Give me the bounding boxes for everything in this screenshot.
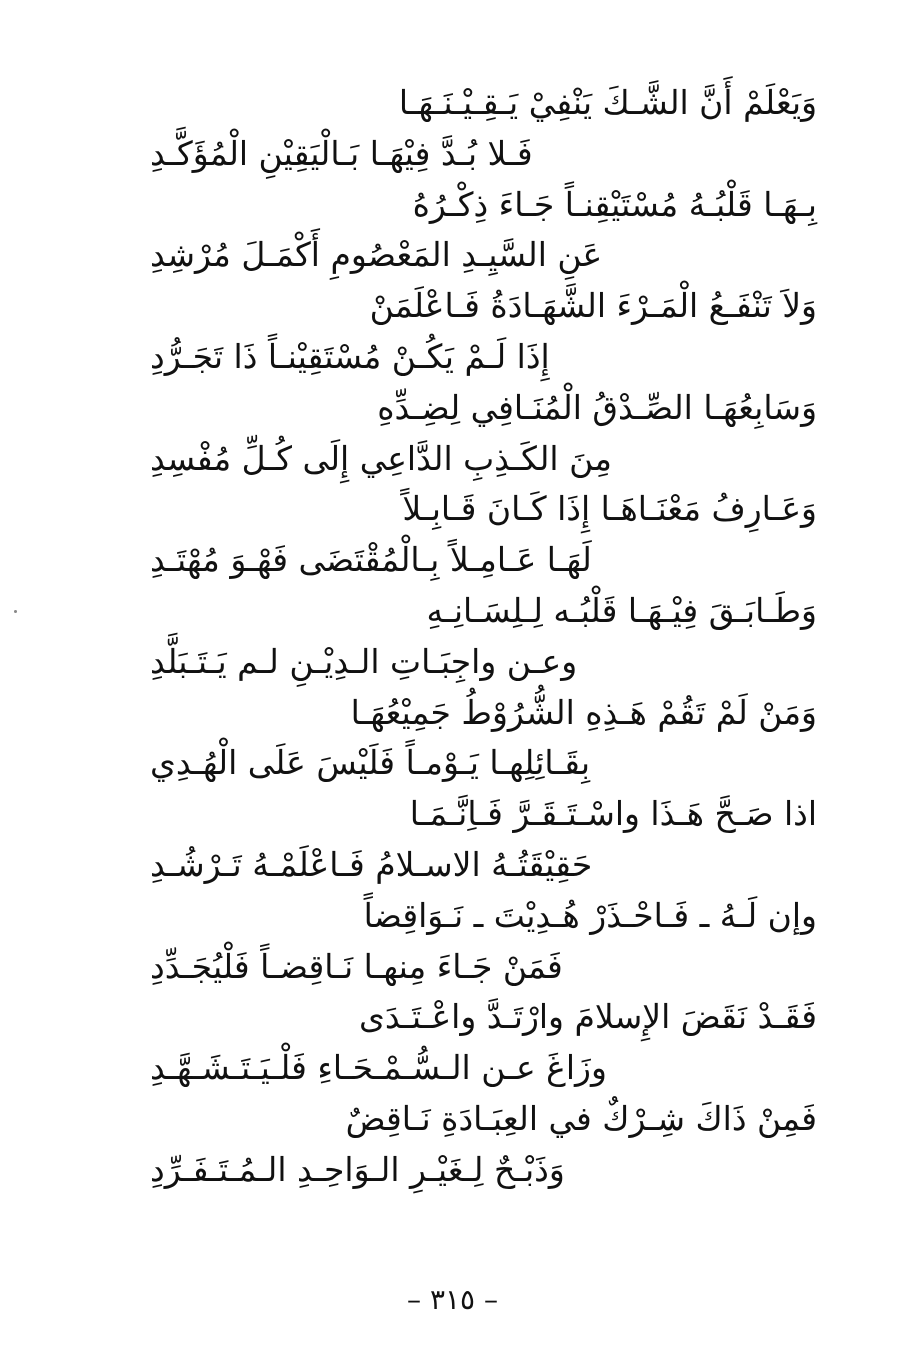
verse-first-hemistich xyxy=(0,891,905,942)
page-number: – ٣١٥ – xyxy=(407,1283,498,1316)
hemistich-text: وَطَـابَـقَ فِيْـهَـا قَلْبُـه لِـلِسَـانِـهِ xyxy=(426,590,817,630)
verse-first-hemistich xyxy=(0,992,905,1043)
hemistich-text: فَمَنْ جَـاءَ مِنهـا نَـاقِضـاً فَلْيُجَـدِّدِ xyxy=(150,946,563,986)
hemistich-text: فَمِنْ ذَاكَ شِـرْكٌ في العِبَـادَةِ نَـاقِضٌ xyxy=(345,1098,817,1138)
hemistich-text: وإن لَـهُ ـ فَـاحْـذَرْ هُـدِيْتَ ـ نَـوَاقِضاً xyxy=(363,895,817,935)
verse-second-hemistich xyxy=(0,840,905,891)
verse-second-hemistich xyxy=(0,942,905,993)
verse-second-hemistich xyxy=(0,1145,905,1196)
verse-second-hemistich xyxy=(0,738,905,789)
verse-second-hemistich xyxy=(0,332,905,383)
hemistich-text: وَعَـارِفُ مَعْنَـاهَـا إِذَا كَـانَ قَـابِـلاً xyxy=(402,489,817,529)
hemistich-text: اذا صَـحَّ هَـذَا واسْـتَـقَـرَّ فَـاِنَّـمَـا xyxy=(409,794,817,834)
verse-first-hemistich xyxy=(0,586,905,637)
hemistich-text: وَمَنْ لَمْ تَقُمْ هَـذِهِ الشُّرُوْطُ جَمِيْعُهَـا xyxy=(350,692,817,732)
verse-first-hemistich xyxy=(0,78,905,129)
verse-second-hemistich xyxy=(0,230,905,281)
scan-speck xyxy=(14,610,17,613)
hemistich-text: حَقِيْقَتُـهُ الاسـلامُ فَـاعْلَمْـهُ تَـرْشُـدِ xyxy=(150,844,593,884)
hemistich-text: بِقَـائِلِهـا يَـوْمـاً فَلَيْسَ عَلَى الْهُـدِي xyxy=(150,743,591,783)
hemistich-text: بِـهَـا قَلْبُـهُ مُسْتَيْقِنـاً جَـاءَ ذِكْـرُهُ xyxy=(412,184,817,224)
hemistich-text: عَنِ السَّيِـدِ المَعْصُومِ أَكْمَـلَ مُرْشِدِ xyxy=(150,235,603,275)
hemistich-text: وَلاَ تَنْفَـعُ الْمَـرْءَ الشَّهَـادَةُ فَـاعْلَمَنْ xyxy=(369,286,817,326)
verse-second-hemistich xyxy=(0,129,905,180)
hemistich-text: فَـلا بُـدَّ فِيْهَـا بَـالْيَقِيْنِ الْمُؤَكَّـدِ xyxy=(150,133,533,173)
hemistich-text: وَيَعْلَمْ أَنَّ الشَّـكَ يَنْفِيْ يَـقِـيْـنَـهَـا xyxy=(398,83,817,122)
verse-first-hemistich xyxy=(0,180,905,231)
verse-first-hemistich xyxy=(0,1094,905,1145)
poem-verses xyxy=(0,78,905,1196)
hemistich-text: إِذَا لَـمْ يَكُـنْ مُسْتَقِيْنـاً ذَا تَجَـرُّدِ xyxy=(150,336,550,376)
hemistich-text: مِنَ الكَـذِبِ الدَّاعِي إِلَى كُـلِّ مُفْسِدِ xyxy=(150,438,612,478)
verse-first-hemistich xyxy=(0,281,905,332)
hemistich-text: لَهَـا عَـامِـلاً بِـالْمُقْتَضَى فَهْـوَ مُهْتَـدِ xyxy=(150,540,592,580)
hemistich-text: فَقَـدْ نَقَضَ الإِسلامَ وارْتَـدَّ واعْـتَـدَى xyxy=(359,997,817,1037)
hemistich-text: وَذَبْـحٌ لِـغَيْـرِ الـوَاحِـدِ الـمُـتَـفَـرِّدِ xyxy=(150,1149,565,1189)
verse-second-hemistich xyxy=(0,1043,905,1094)
hemistich-text: وَسَابِعُهَـا الصِّـدْقُ الْمُنَـافِي لِضِـدِّهِ xyxy=(377,387,817,427)
verse-second-hemistich xyxy=(0,535,905,586)
verse-first-hemistich xyxy=(0,789,905,840)
verse-first-hemistich xyxy=(0,484,905,535)
verse-second-hemistich xyxy=(0,637,905,688)
verse-first-hemistich xyxy=(0,383,905,434)
verse-first-hemistich xyxy=(0,688,905,739)
hemistich-text: وعـن واجِبَـاتِ الـدِيْـنِ لـم يَـتَـبَلَّدِ xyxy=(150,641,578,681)
hemistich-text: وزَاغَ عـن الـسُّـمْـحَـاءِ فَلْـيَـتَـشَـهَّـدِ xyxy=(150,1048,607,1088)
verse-second-hemistich xyxy=(0,434,905,485)
